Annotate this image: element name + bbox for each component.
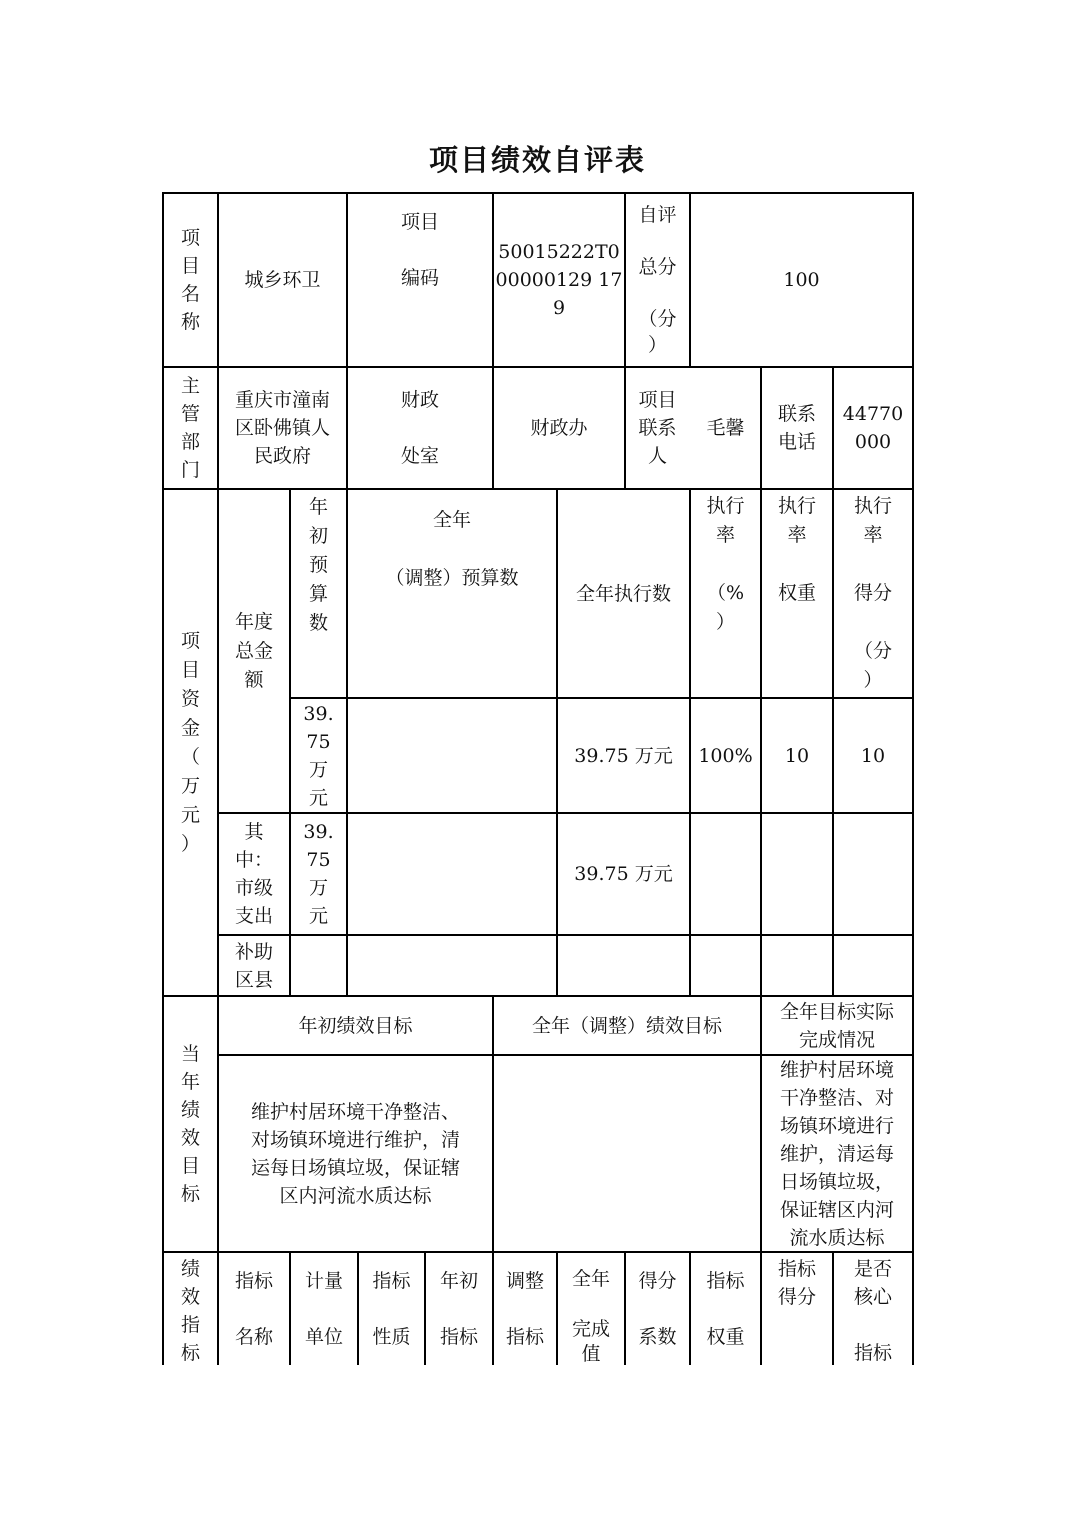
indicator-header: 指标 性质 <box>372 1270 411 1348</box>
finance-office-value: 财政办 <box>530 417 588 439</box>
county-subsidy-label: 补助 区县 <box>234 940 273 991</box>
department-label: 主 管 部 门 <box>180 375 200 481</box>
total-execution-rate: 100% <box>698 744 753 767</box>
total-executed: 39.75 万元 <box>574 744 673 767</box>
finance-office-label: 财政 处室 <box>400 389 439 467</box>
city-initial-budget: 39. 75 万 元 <box>303 821 334 927</box>
phone-label: 联系 电话 <box>777 403 816 453</box>
funds-section-label: 项 目 资 金 （ 万 元 ） <box>180 629 200 855</box>
project-name-value: 城乡环卫 <box>244 269 321 291</box>
page-title: 项目绩效自评表 <box>428 143 646 177</box>
project-code-value: 50015222T0 00000129 17 9 <box>495 241 623 319</box>
total-rate-weight: 10 <box>784 744 810 767</box>
initial-goal-header: 年初绩效目标 <box>298 1014 413 1037</box>
grid-line <box>217 934 914 936</box>
total-initial-budget: 39. 75 万 元 <box>303 702 334 809</box>
project-name-label: 项 目 名 称 <box>180 227 200 333</box>
adjusted-goal-header: 全年（调整）绩效目标 <box>531 1014 722 1037</box>
actual-completion-text: 维护村居环境 干净整洁、对 场镇环境进行 维护，清运每 日场镇垃圾， 保证辖区内河 流水质达标 <box>779 1058 894 1249</box>
actual-completion-header: 全年目标实际 完成情况 <box>779 1000 894 1051</box>
self-score-label: 自评 总分 （分 ） <box>638 204 677 356</box>
project-code-label: 项目 编码 <box>400 211 439 289</box>
indicator-header: 全年 完成 值 <box>571 1268 610 1365</box>
indicator-header: 得分 系数 <box>638 1270 677 1348</box>
total-rate-score: 10 <box>860 744 886 767</box>
indicator-header: 调整 指标 <box>505 1270 544 1348</box>
col-executed: 全年执行数 <box>575 582 671 605</box>
contact-label: 项目 联系 人 <box>638 389 677 467</box>
adjusted-goal-text <box>494 1056 760 1251</box>
col-rate-score: 执行 率 得分 （分 ） <box>853 495 892 691</box>
city-executed: 39.75 万元 <box>574 863 673 885</box>
grid-line <box>912 192 914 1365</box>
self-score-value: 100 <box>783 269 820 291</box>
col-rate-weight: 执行 率 权重 <box>777 495 816 604</box>
col-adjusted-budget: 全年 （调整）预算数 <box>385 509 519 589</box>
department-value: 重庆市潼南 区卧佛镇人 民政府 <box>234 389 330 467</box>
col-initial-budget: 年 初 预 算 数 <box>308 496 328 634</box>
goals-section-label: 当 年 绩 效 目 标 <box>180 1043 200 1205</box>
indicators-section-label: 绩 效 指 标 <box>180 1258 200 1364</box>
indicator-header: 指标 权重 <box>706 1270 745 1348</box>
phone-value: 44770 000 <box>842 403 904 453</box>
indicator-header: 是否 核心 指标 <box>853 1258 892 1364</box>
total-adjusted-budget <box>348 699 556 812</box>
annual-total-label: 年度 总金 额 <box>234 610 273 691</box>
indicator-header: 计量 单位 <box>304 1270 343 1348</box>
initial-goal-text: 维护村居环境干净整洁、 对场镇环境进行维护，清 运每日场镇垃圾，保证辖 区内河流水质达标 <box>250 1100 460 1207</box>
indicator-header: 指标 名称 <box>234 1270 273 1348</box>
contact-value: 毛馨 <box>706 417 745 439</box>
indicator-header: 指标 得分 <box>777 1258 816 1308</box>
city-level-label: 其 中： 市级 支出 <box>234 821 273 927</box>
indicator-header: 年初 指标 <box>439 1270 478 1348</box>
col-execution-rate: 执行 率 （% ） <box>706 495 745 633</box>
